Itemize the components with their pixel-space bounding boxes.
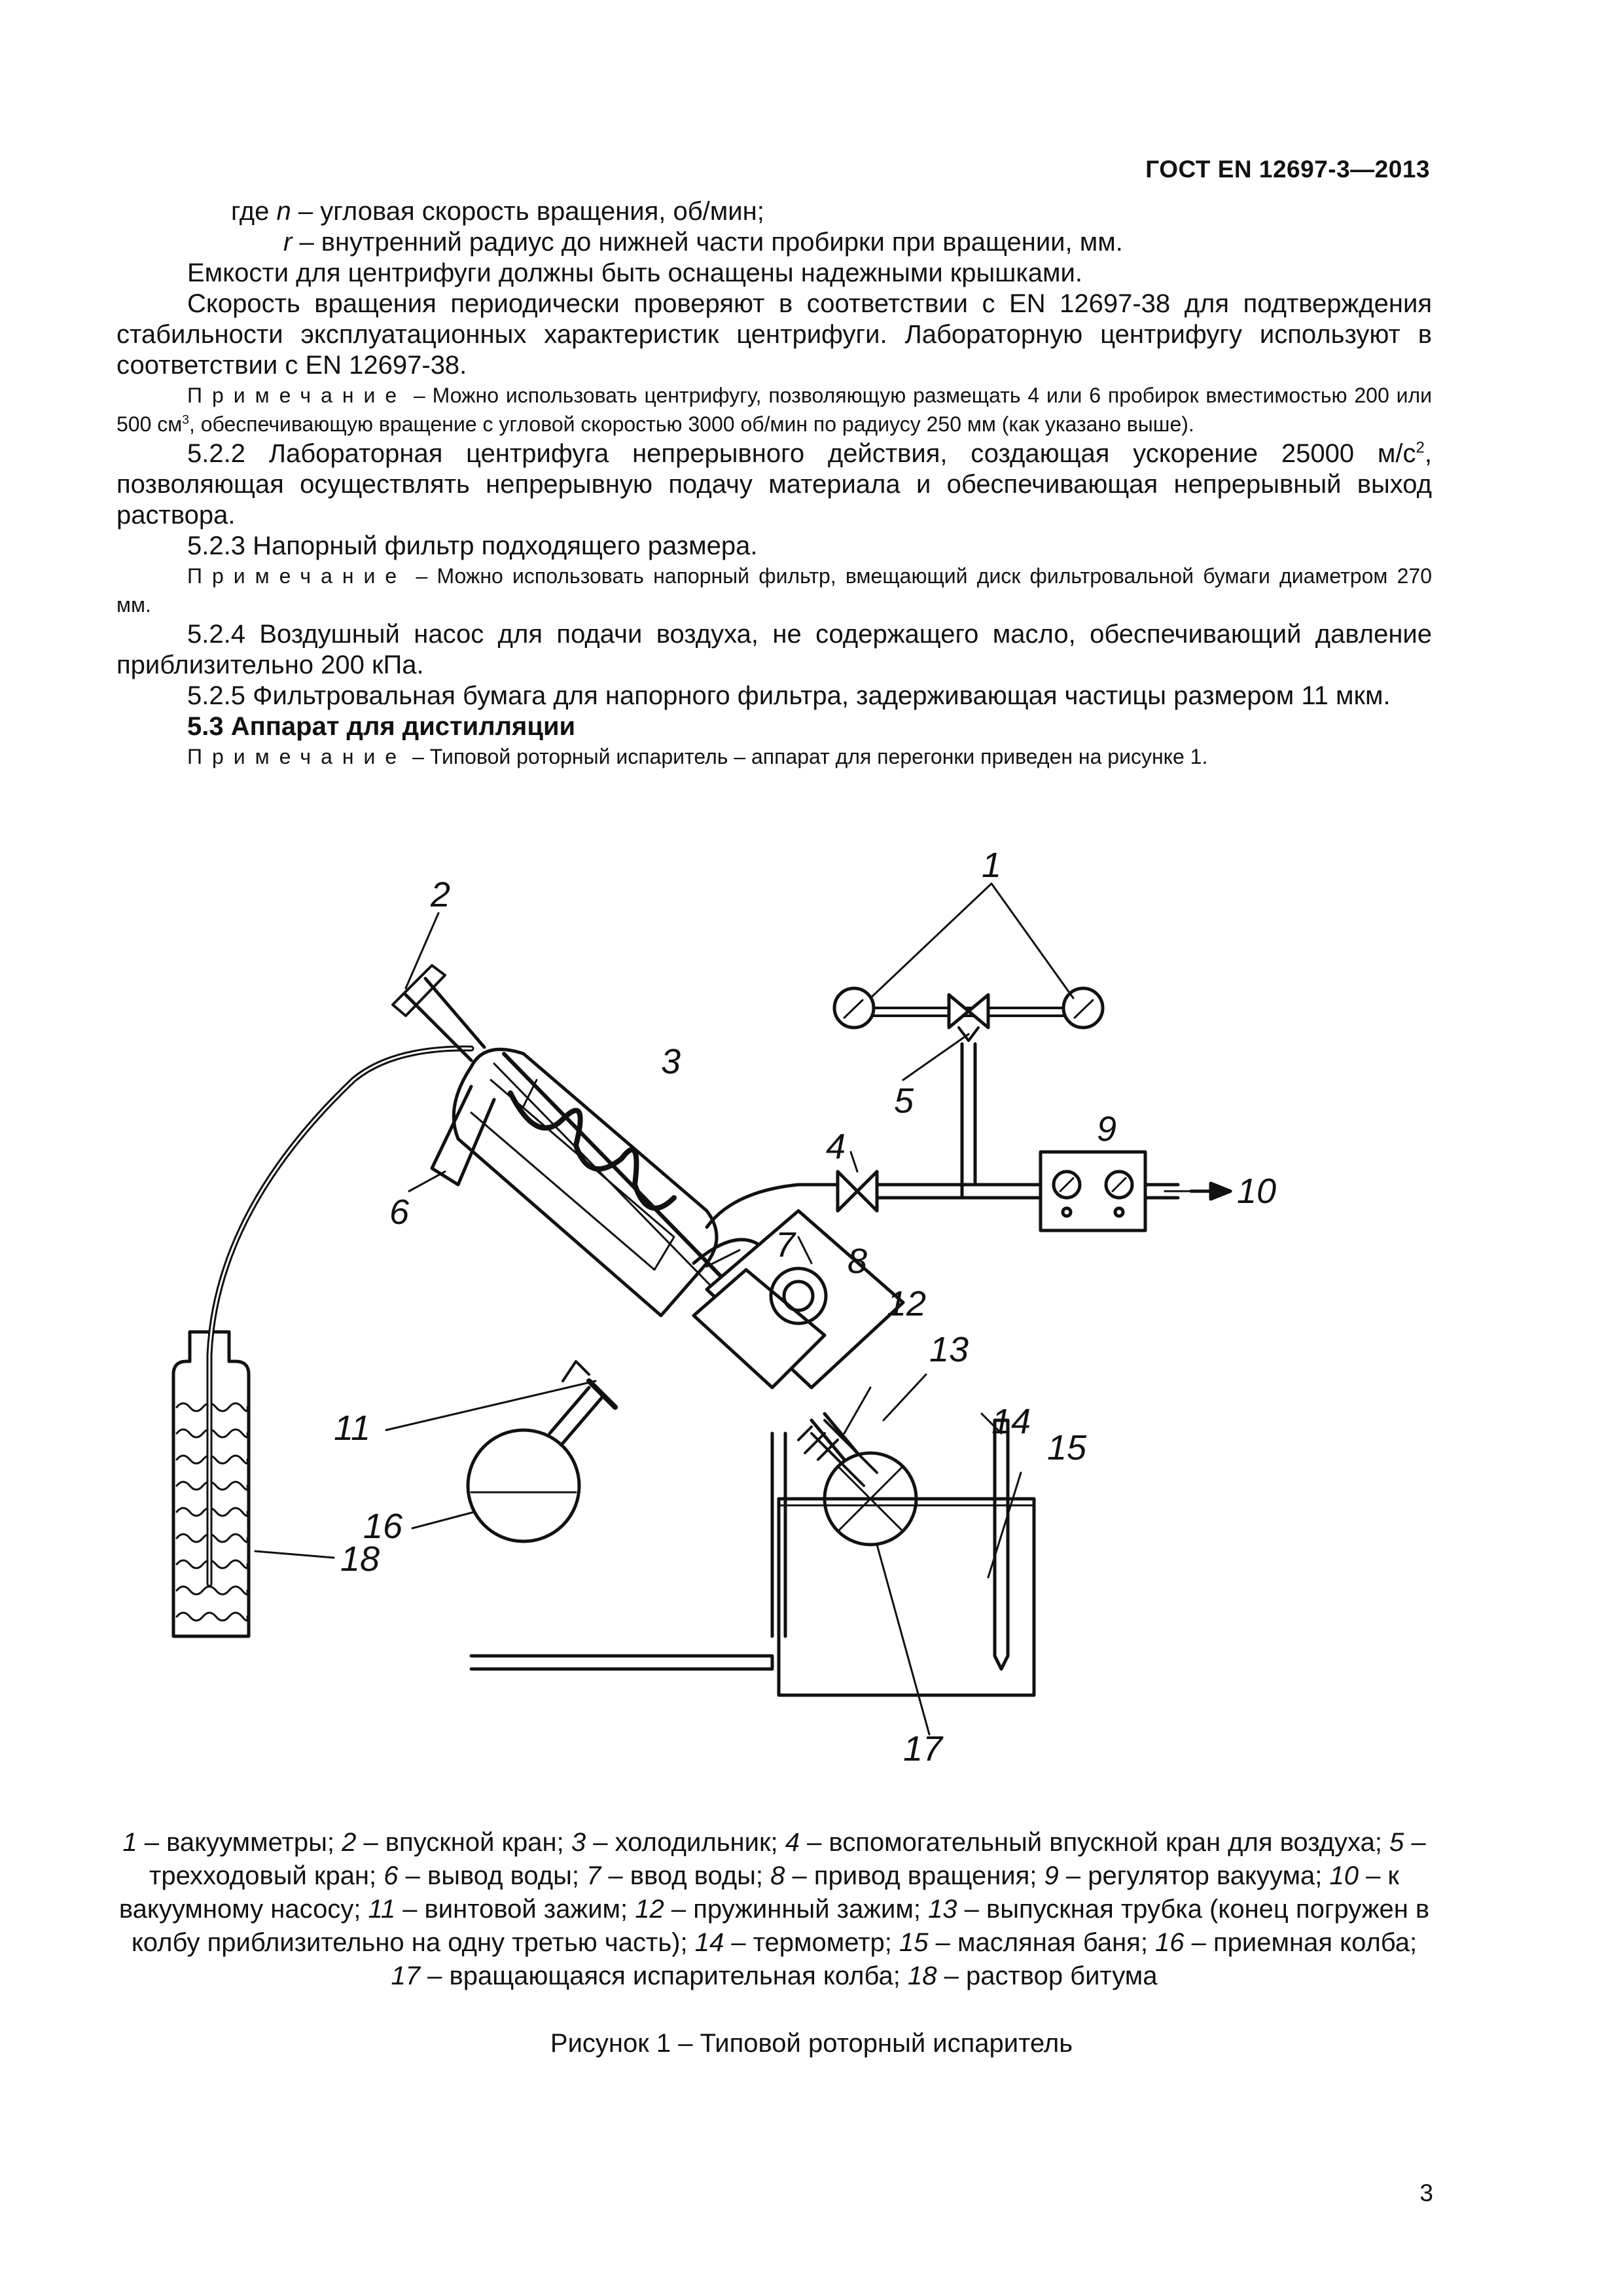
legend-description: – выпускная трубка (конец погружен в колбу приблизительно на одну третью часть);: [131, 1895, 1430, 1957]
legend-number: 6: [383, 1861, 399, 1890]
legend-number: 12: [635, 1895, 664, 1924]
legend-description: – впускной кран;: [356, 1828, 571, 1857]
vacuum-pipes: [877, 1044, 1041, 1198]
legend-description: – привод вращения;: [785, 1861, 1044, 1890]
legend-number: 2: [342, 1828, 357, 1857]
receiving-flask: [468, 1361, 615, 1541]
label-14: 14: [991, 1402, 1031, 1441]
legend-description: – термометр;: [724, 1928, 899, 1957]
definition-n-text: – угловая скорость вращения, об/мин;: [291, 197, 764, 226]
legend-description: – вакуумметры;: [137, 1828, 342, 1857]
label-5: 5: [894, 1081, 914, 1121]
auxiliary-air-inlet-tap: [838, 1172, 877, 1211]
label-8: 8: [847, 1242, 868, 1281]
definition-r: [116, 227, 1432, 258]
vacuum-line: [707, 1185, 838, 1227]
legend-number: 10: [1329, 1861, 1359, 1890]
document-standard-header: ГОСТ EN 12697-3—2013: [1145, 156, 1430, 183]
legend-number: 4: [785, 1828, 800, 1857]
legend-description: – трехходовый кран;: [149, 1828, 1426, 1890]
legend-number: 3: [571, 1828, 586, 1857]
arrow-head: [1211, 1183, 1230, 1199]
label-3: 3: [661, 1042, 681, 1081]
paragraph-5-2-2: [116, 439, 1432, 531]
label-7: 7: [776, 1225, 796, 1265]
label-2: 2: [431, 875, 451, 914]
definition-n: [116, 196, 1432, 227]
label-18: 18: [340, 1539, 380, 1579]
vacuum-regulator: [1041, 1152, 1178, 1230]
variable-n: n: [276, 197, 291, 226]
legend-description: – масляная баня;: [928, 1928, 1156, 1957]
legend-description: – вращающаяся испарительная колба;: [419, 1962, 908, 1990]
legend-number: 1: [122, 1828, 137, 1857]
legend-description: – к вакуумному насосу;: [118, 1861, 1399, 1924]
superscript: 3: [182, 413, 189, 427]
label-10: 10: [1237, 1172, 1277, 1211]
legend-number: 16: [1155, 1928, 1185, 1957]
evaporating-flask: [812, 1414, 916, 1545]
paragraph-5-2-3: 5.2.3 Напорный фильтр подходящего размера.: [187, 531, 758, 560]
legend-number: 17: [391, 1962, 420, 1990]
body-text: [116, 196, 1432, 771]
legend-description: – пружинный зажим;: [664, 1895, 929, 1924]
note-text: – Можно использовать напорный фильтр, вмещающий диск фильтровальной бумаги диаметром 270 мм.: [116, 564, 1432, 617]
legend-number: 13: [928, 1895, 957, 1924]
note-filter: [116, 562, 1432, 619]
note-text: – Типовой роторный испаритель – аппарат для перегонки приведен на рисунке 1.: [406, 745, 1208, 768]
label-17: 17: [903, 1729, 943, 1768]
support-stand: [471, 1433, 785, 1669]
section-heading-5-3: 5.3 Аппарат для дистилляции: [187, 712, 576, 741]
legend-description: – ввод воды;: [601, 1861, 771, 1890]
legend-description: – вывод воды;: [398, 1861, 587, 1890]
figure-caption: Рисунок 1 – Типовой роторный испаритель: [550, 2029, 1073, 2058]
paragraph-lids: Емкости для центрифуги должны быть оснащены надежными крышками.: [187, 259, 1082, 287]
paragraph-text: 5.2.2 Лабораторная центрифуга непрерывного действия, создающая ускорение 25000 м/с: [187, 439, 1416, 468]
three-way-valve-and-gauges: [834, 988, 1103, 1041]
label-6: 6: [389, 1193, 410, 1232]
legend-description: – вспомогательный впускной кран для воздуха;: [799, 1828, 1390, 1857]
note-centrifuge: [116, 381, 1432, 439]
definition-prefix: где: [231, 197, 277, 226]
label-16: 16: [363, 1507, 403, 1546]
page-number: 3: [1419, 2179, 1433, 2206]
paragraph-5-2-5: 5.2.5 Фильтровальная бумага для напорного фильтра, задерживающая частицы размером 11 мкм.: [187, 681, 1391, 710]
superscript: 2: [1416, 439, 1425, 457]
definition-r-text: – внутренний радиус до нижней части пробирки при вращении, мм.: [292, 228, 1123, 257]
variable-r: r: [283, 228, 293, 257]
note-label: Примечание: [187, 384, 407, 407]
label-15: 15: [1047, 1428, 1087, 1467]
legend-description: – винтовой зажим;: [395, 1895, 635, 1924]
label-13: 13: [929, 1330, 969, 1369]
legend-number: 5: [1389, 1828, 1404, 1857]
note-label: Примечание: [187, 564, 407, 588]
paragraph-5-2-4: 5.2.4 Воздушный насос для подачи воздуха, не содержащего масло, обеспечивающий давление приблизительно 200 кПа.: [116, 620, 1432, 679]
note-evaporator: [116, 742, 1432, 771]
legend-number: 18: [907, 1962, 937, 1990]
legend-number: 14: [694, 1928, 724, 1957]
legend-description: – холодильник;: [586, 1828, 785, 1857]
legend-number: 11: [368, 1895, 396, 1924]
legend-description: – регулятор вакуума;: [1058, 1861, 1330, 1890]
figure-legend: [116, 1826, 1432, 1993]
legend-description: – раствор битума: [936, 1962, 1158, 1990]
paragraph-speed-check: Скорость вращения периодически проверяют в соответствии с EN 12697-38 для подтверждения стабильности эксплуатационных характеристик центрифуги. Лабораторную центрифугу используют в соответствии с EN 12697-38.: [116, 289, 1432, 380]
note-text: – Можно использовать центрифугу, позволяющую размещать 4 или 6 пробирок вместимостью 200 или 500 см: [116, 384, 1432, 436]
note-text: , обеспечивающую вращение с угловой скоростью 3000 об/мин по радиусу 250 мм (как указано выше).: [188, 412, 1194, 436]
rotary-evaporator-figure: [118, 844, 1466, 1793]
label-12: 12: [887, 1284, 927, 1323]
note-label: Примечание: [187, 745, 407, 768]
label-11: 11: [334, 1408, 371, 1448]
legend-number: 9: [1044, 1861, 1059, 1890]
legend-description: – приемная колба;: [1184, 1928, 1418, 1957]
paragraph-text: , позволяющая осуществлять непрерывную подачу материала и обеспечивающая непрерывный выход раствора.: [116, 439, 1432, 529]
legend-number: 15: [899, 1928, 929, 1957]
label-4: 4: [826, 1127, 846, 1166]
legend-number: 8: [770, 1861, 785, 1890]
thermometer: [995, 1420, 1008, 1669]
legend-number: 7: [586, 1861, 601, 1890]
label-1: 1: [982, 846, 1002, 885]
water-outlet: [432, 1086, 494, 1185]
label-9: 9: [1097, 1109, 1117, 1149]
